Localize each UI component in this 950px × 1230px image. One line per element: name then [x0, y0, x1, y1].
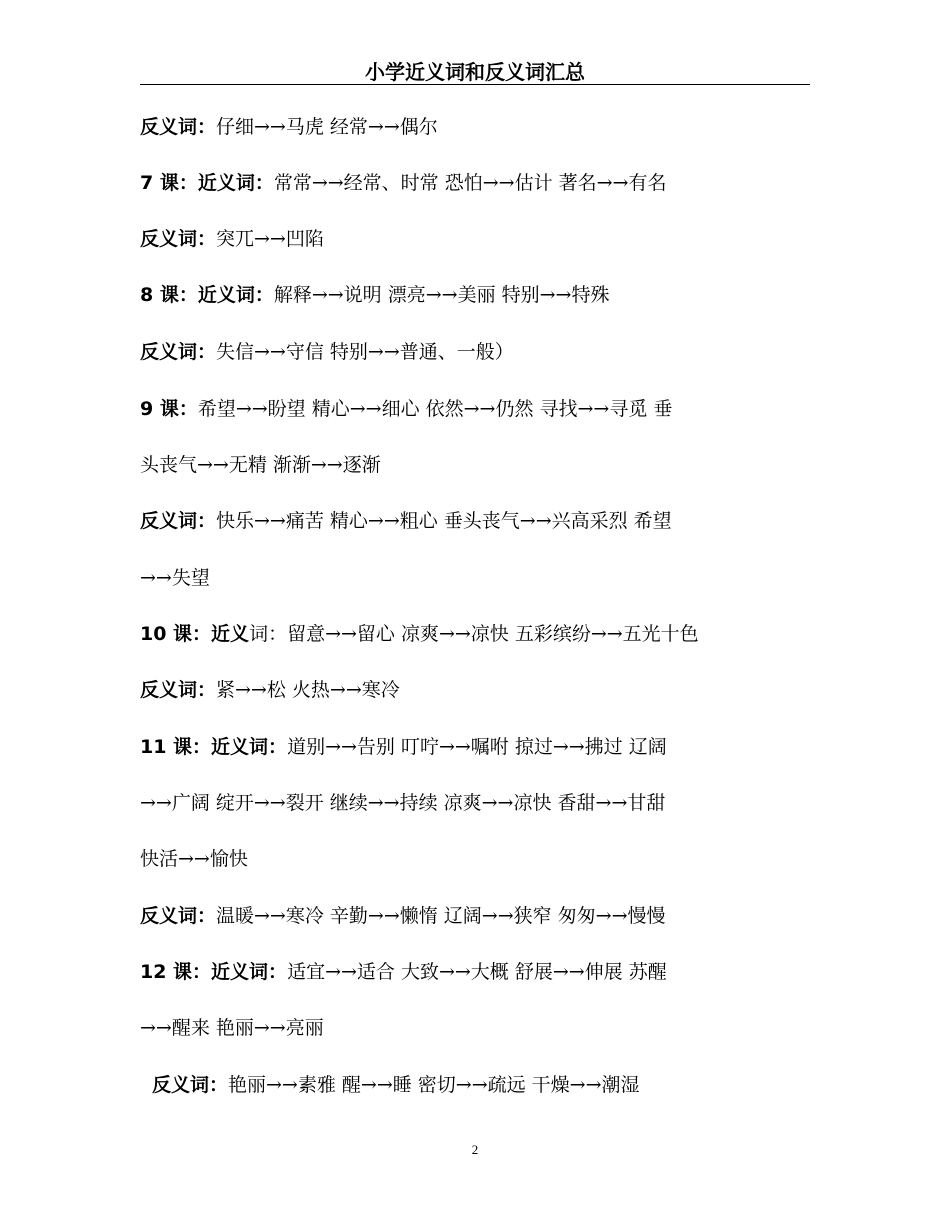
text-line: [140, 790, 812, 816]
text-line: [152, 1072, 824, 1098]
text-line: [140, 734, 812, 760]
line-text: 快乐→→痛苦 精心→→粗心 垂头丧气→→兴高采烈 希望: [216, 510, 672, 532]
line-label: 10 课：近义: [140, 623, 250, 645]
line-label: 反义词：: [140, 679, 217, 701]
line-text: 词：留意→→留心 凉爽→→凉快 五彩缤纷→→五光十色: [249, 623, 699, 645]
text-line: [140, 1015, 812, 1041]
line-text: 快活→→愉快: [140, 848, 248, 870]
line-text: 温暖→→寒冷 辛勤→→懒惰 辽阔→→狭窄 匆匆→→慢慢: [216, 905, 666, 927]
line-text: 艳丽→→素雅 醒→→睡 密切→→疏远 干燥→→潮湿: [228, 1074, 640, 1096]
text-line: [140, 846, 812, 872]
page-title: 小学近义词和反义词汇总: [365, 60, 585, 84]
line-label: 反义词：: [152, 1074, 229, 1096]
line-text: 突兀→→凹陷: [216, 228, 324, 250]
text-line: [140, 170, 812, 196]
line-text: 常常→→经常、时常 恐怕→→估计 著名→→有名: [273, 172, 667, 194]
line-label: 反义词：: [140, 228, 217, 250]
header-divider: [140, 84, 810, 85]
line-label: 9 课：: [140, 398, 198, 420]
text-line: [140, 903, 812, 929]
line-text: 希望→→盼望 精心→→细心 依然→→仍然 寻找→→寻觅 垂: [197, 398, 673, 420]
line-text: 解释→→说明 漂亮→→美丽 特别→→特殊: [273, 284, 610, 306]
text-line: [140, 621, 812, 647]
line-text: →→醒来 艳丽→→亮丽: [140, 1017, 324, 1039]
line-label: 12 课：近义词：: [140, 961, 288, 983]
line-label: 反义词：: [140, 116, 217, 138]
page-number: 2: [471, 1142, 479, 1157]
text-line: [140, 452, 812, 478]
line-text: 道别→→告别 叮咛→→嘱咐 掠过→→拂过 辽阔: [287, 736, 667, 758]
line-text: 适宜→→适合 大致→→大概 舒展→→伸展 苏醒: [287, 961, 667, 983]
line-text: →→广阔 绽开→→裂开 继续→→持续 凉爽→→凉快 香甜→→甘甜: [140, 792, 666, 814]
line-text: 紧→→松 火热→→寒冷: [216, 679, 400, 701]
line-text: →→失望: [140, 567, 210, 589]
text-line: [140, 959, 812, 985]
text-line: [140, 339, 812, 365]
line-label: 7 课：近义词：: [140, 172, 274, 194]
text-line: [140, 226, 812, 252]
line-label: 反义词：: [140, 510, 217, 532]
line-label: 反义词：: [140, 905, 217, 927]
text-line: [140, 396, 812, 422]
line-text: 仔细→→马虎 经常→→偶尔: [216, 116, 438, 138]
line-text: 头丧气→→无精 渐渐→→逐渐: [140, 454, 381, 476]
line-label: 反义词：: [140, 341, 217, 363]
line-label: 11 课：近义词：: [140, 736, 288, 758]
text-line: [140, 508, 812, 534]
text-line: [140, 282, 812, 308]
line-label: 8 课：近义词：: [140, 284, 274, 306]
text-line: [140, 565, 812, 591]
text-line: [140, 114, 812, 140]
text-line: [140, 677, 812, 703]
line-text: 失信→→守信 特别→→普通、一般）: [216, 341, 514, 363]
